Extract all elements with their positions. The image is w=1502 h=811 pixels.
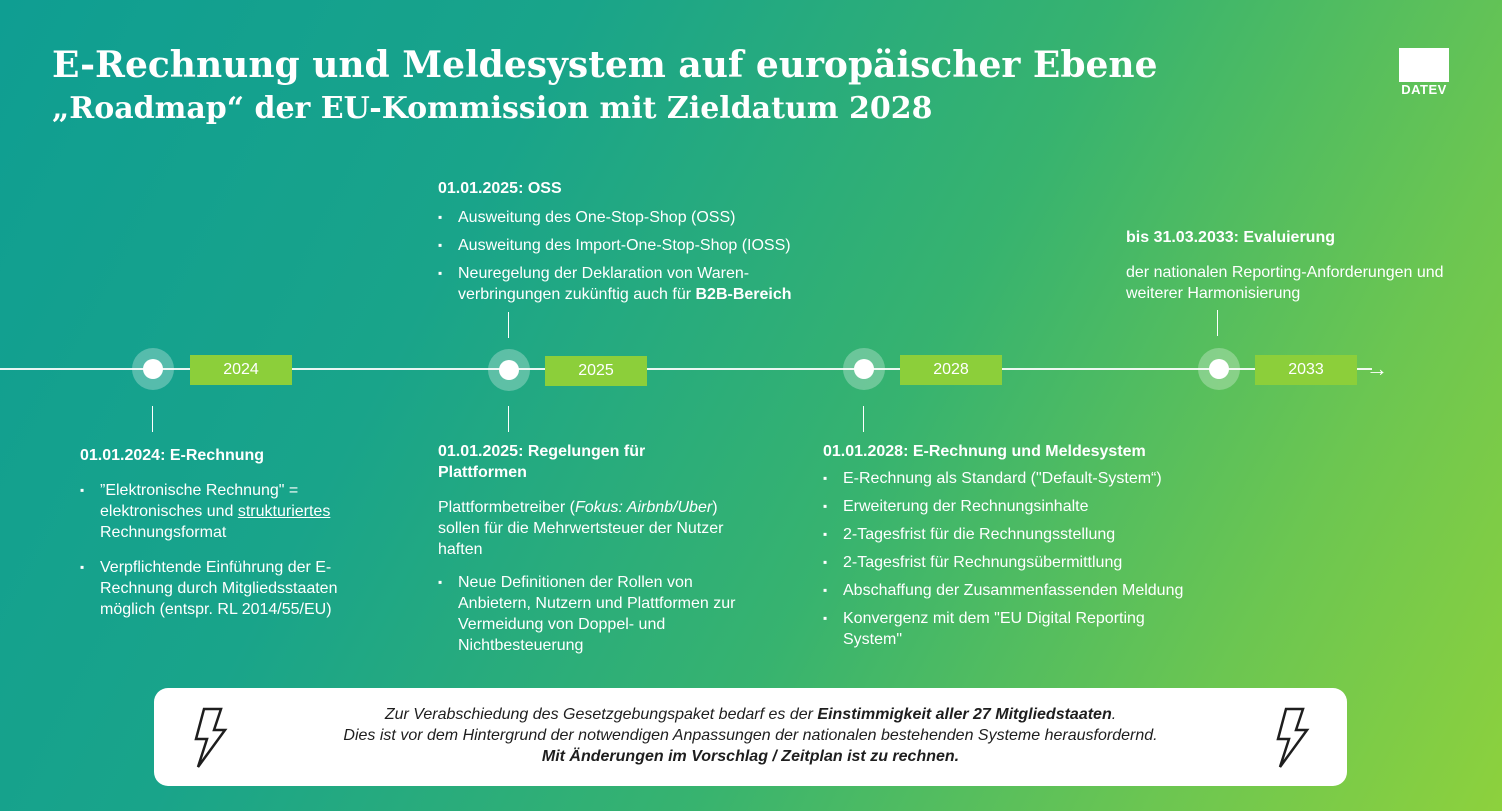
timeline-dot-2024 bbox=[132, 348, 174, 390]
notice-text bbox=[244, 704, 1257, 767]
milestone-intro: Plattformbetreiber (Fokus: Airbnb/Uber) sollen für die Mehrwertsteuer der Nutzer haften bbox=[438, 499, 724, 558]
milestone-bullet: ▪ ”Elektronische Rechnung" = elektronisches und strukturiertes Rechnungsformat bbox=[80, 480, 380, 543]
timeline-arrow-icon: → bbox=[1366, 356, 1388, 381]
milestone-bullet: ▪ 2-Tagesfrist für die Rechnungsstellung bbox=[823, 524, 1243, 545]
connector-2028 bbox=[863, 406, 864, 432]
connector-2024 bbox=[152, 406, 153, 432]
page-title: E-Rechnung und Meldesystem auf europäischer Ebene bbox=[52, 44, 1158, 86]
milestone-bullet: ▪ Neuregelung der Deklaration von Waren-verbringungen zukünftig auch für B2B-Bereich bbox=[438, 263, 798, 305]
year-label-2028: 2028 bbox=[900, 355, 1002, 385]
year-label-2024: 2024 bbox=[190, 355, 292, 385]
milestone-heading: 01.01.2024: E-Rechnung bbox=[80, 447, 265, 464]
milestone-heading: 01.01.2025: OSS bbox=[438, 180, 562, 197]
milestone-heading: 01.01.2028: E-Rechnung und Meldesystem bbox=[823, 443, 1146, 460]
lightning-icon bbox=[1272, 706, 1312, 770]
lightning-icon bbox=[190, 706, 230, 770]
milestone-bullet: ▪ Verpflichtende Einführung der E-Rechnung durch Mitgliedsstaaten möglich (entspr. RL 2014/55/EU) bbox=[80, 557, 380, 620]
milestone-bullet: ▪ Erweiterung der Rechnungsinhalte bbox=[823, 496, 1243, 517]
logo-text: DATEV bbox=[1401, 82, 1447, 97]
year-label-2025: 2025 bbox=[545, 356, 647, 386]
milestone-bullet: ▪ Konvergenz mit dem "EU Digital Reporting System" bbox=[823, 608, 1193, 650]
milestone-bullet: ▪ Abschaffung der Zusammenfassenden Meldung bbox=[823, 580, 1243, 601]
milestone-heading: 01.01.2025: Regelungen für Plattformen bbox=[438, 443, 646, 481]
milestone-oss-2025 bbox=[438, 178, 838, 312]
milestone-plattformen-2025 bbox=[438, 441, 758, 663]
year-label-2033: 2033 bbox=[1255, 355, 1357, 385]
connector-oss-2025 bbox=[508, 312, 509, 338]
timeline-dot-2033 bbox=[1198, 348, 1240, 390]
milestone-bullet: ▪ Ausweitung des Import-One-Stop-Shop (IOSS) bbox=[438, 235, 838, 256]
datev-logo bbox=[1399, 48, 1449, 97]
logo-mark bbox=[1399, 48, 1449, 82]
milestone-heading: bis 31.03.2033: Evaluierung bbox=[1126, 229, 1335, 246]
timeline-dot-2028 bbox=[843, 348, 885, 390]
notice-line-1: Zur Verabschiedung des Gesetzgebungspaket bedarf es der Einstimmigkeit aller 27 Mitgliedstaaten. bbox=[384, 706, 1117, 723]
milestone-text: der nationalen Reporting-Anforderungen und weiterer Harmonisierung bbox=[1126, 264, 1444, 302]
milestone-bullet: ▪ E-Rechnung als Standard ("Default-System“) bbox=[823, 468, 1243, 489]
connector-plattformen-2025 bbox=[508, 406, 509, 432]
timeline-dot-2025 bbox=[488, 349, 530, 391]
milestone-2033 bbox=[1126, 227, 1466, 304]
milestone-bullet: ▪ Neue Definitionen der Rollen von Anbietern, Nutzern und Plattformen zur Vermeidung von Doppel- und Nichtbesteuerung bbox=[438, 572, 738, 656]
connector-2033 bbox=[1217, 310, 1218, 336]
milestone-bullet: ▪ 2-Tagesfrist für Rechnungsübermittlung bbox=[823, 552, 1243, 573]
milestone-2024 bbox=[80, 445, 380, 627]
milestone-bullet: ▪ Ausweitung des One-Stop-Shop (OSS) bbox=[438, 207, 838, 228]
milestone-2028 bbox=[823, 441, 1243, 657]
notice-box bbox=[154, 688, 1347, 786]
page-subtitle: „Roadmap“ der EU-Kommission mit Zieldatum 2028 bbox=[52, 91, 933, 126]
notice-line-3: Mit Änderungen im Vorschlag / Zeitplan ist zu rechnen. bbox=[541, 748, 960, 765]
notice-line-2: Dies ist vor dem Hintergrund der notwendigen Anpassungen der nationalen bestehenden Systeme herausfordernd. bbox=[343, 727, 1158, 744]
